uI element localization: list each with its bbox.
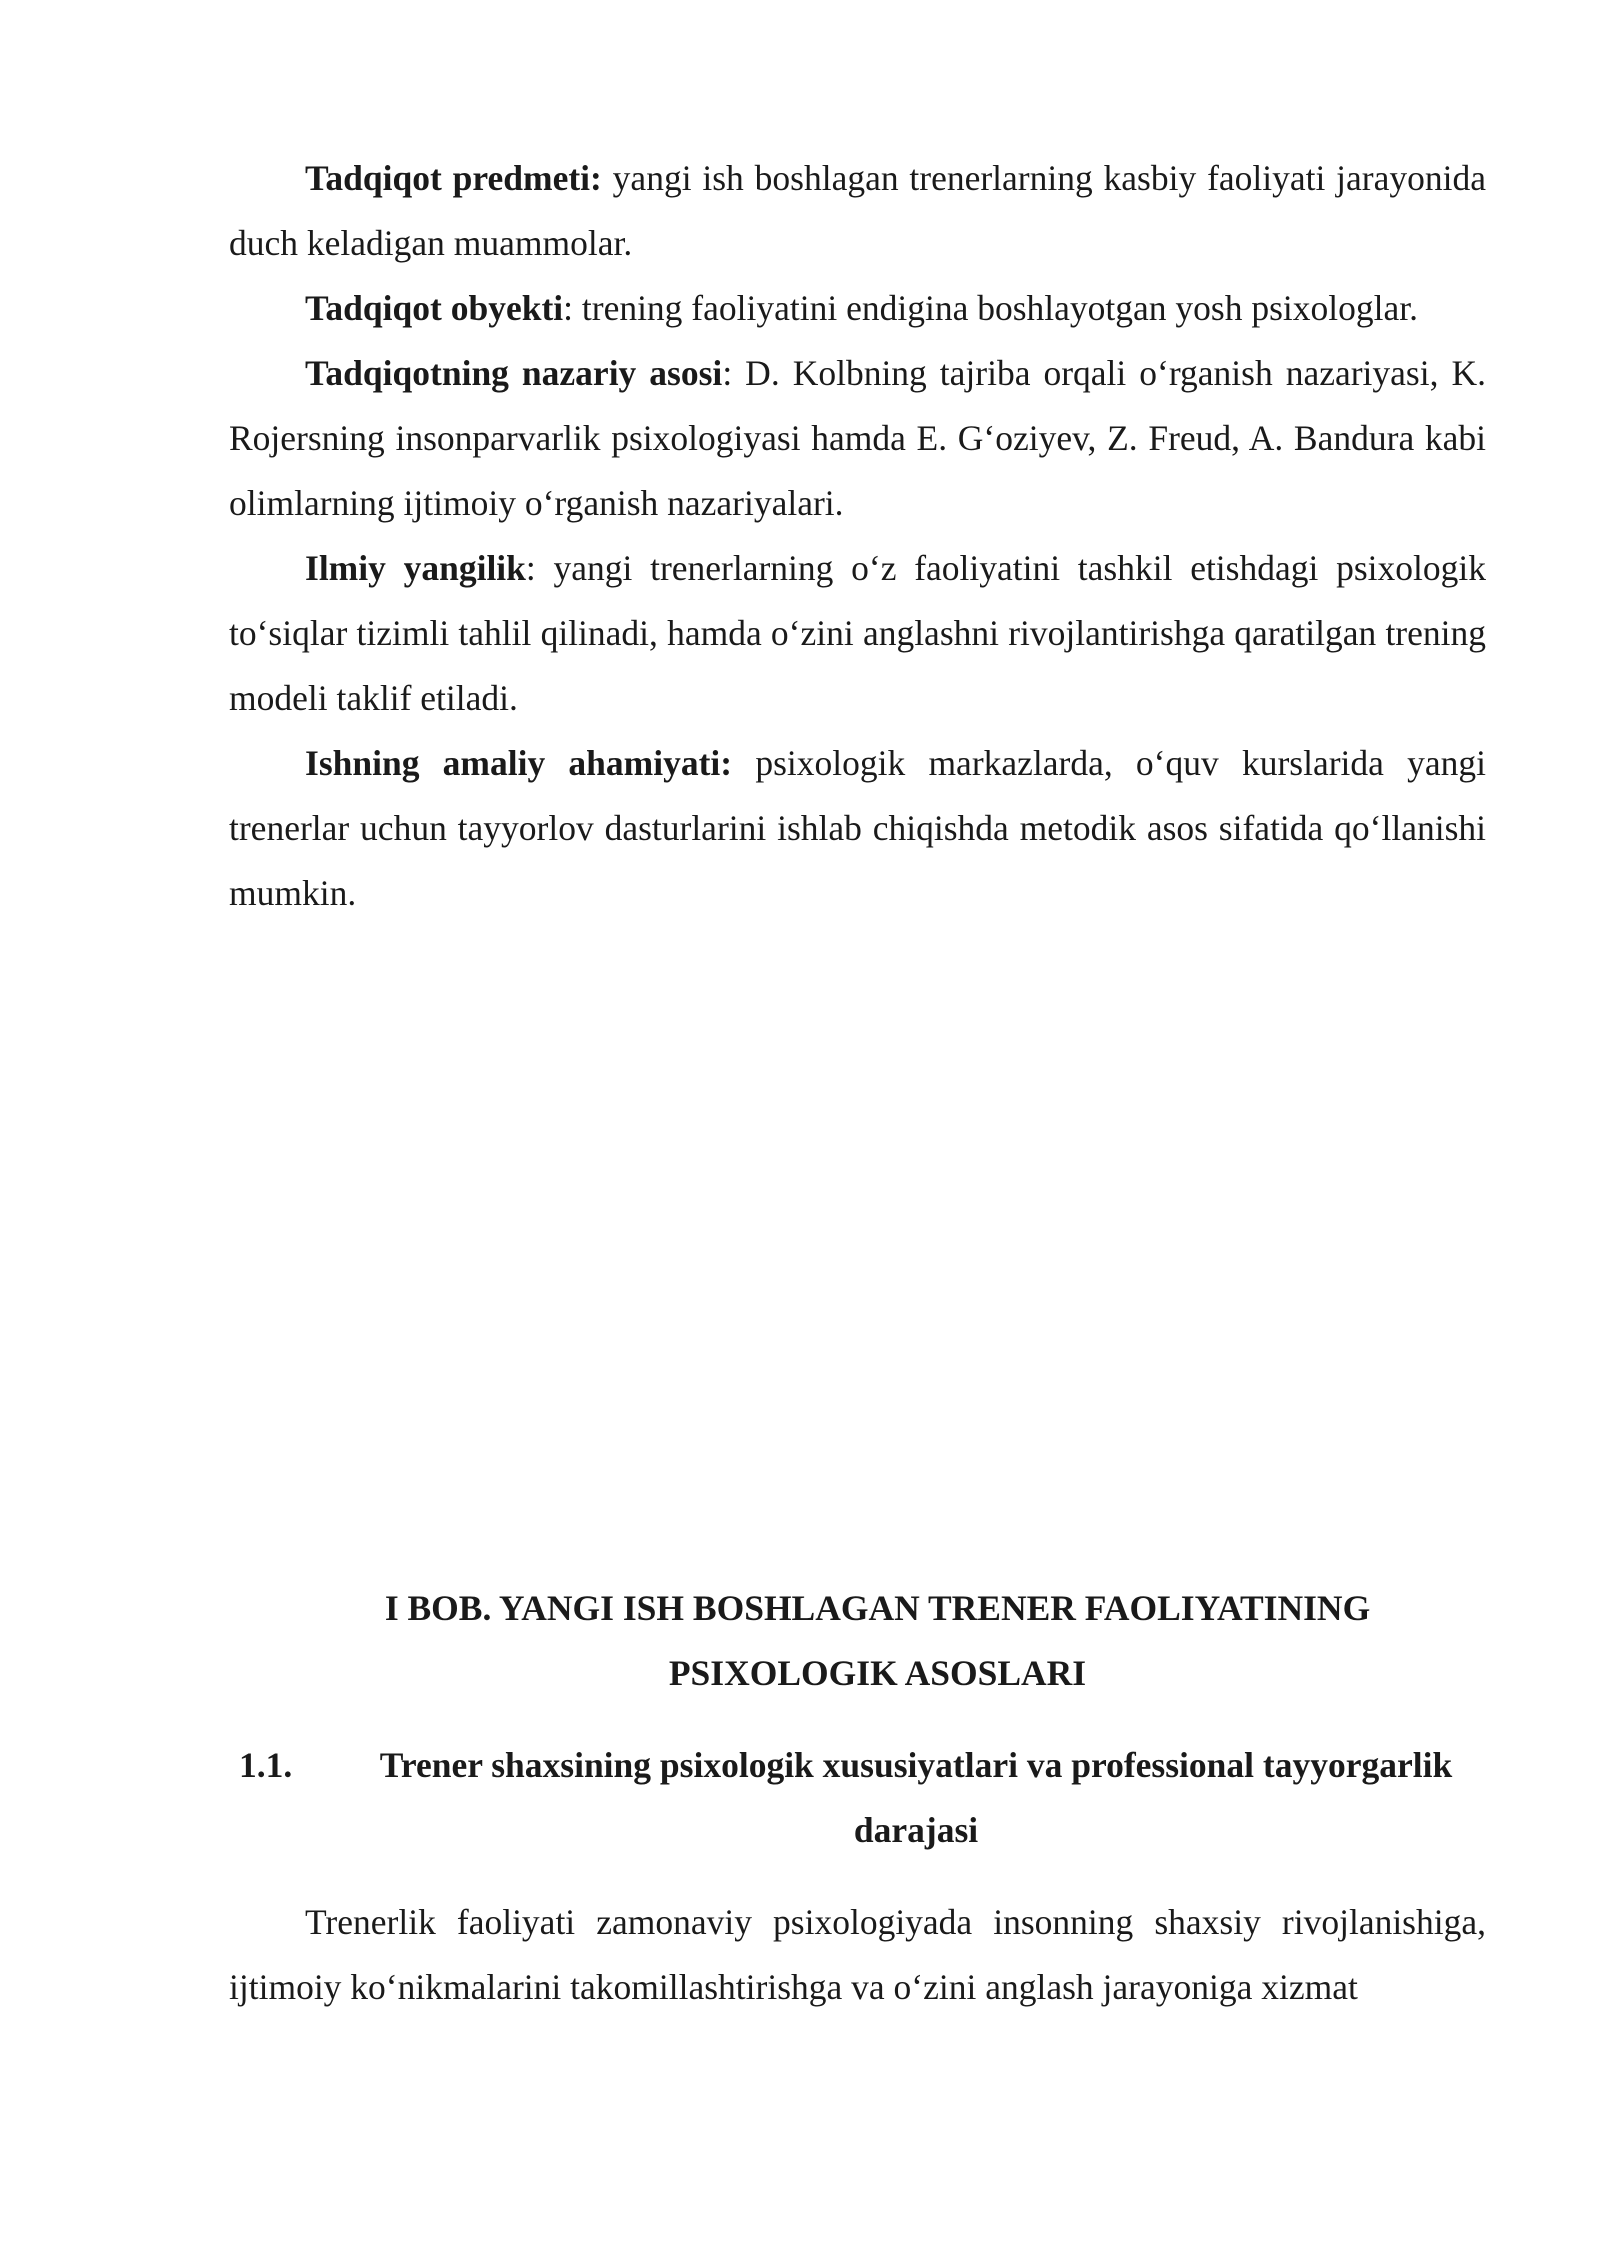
paragraph-label: Tadqiqotning nazariy asosi: [305, 353, 723, 393]
paragraph-theoretical-basis: [229, 341, 1486, 536]
paragraph-research-subject: [229, 146, 1486, 276]
paragraph-text: : yangi trenerlarning o‘z faoliyatini tashkil etishdagi psixologik to‘siqlar tizimli tahlil qilinadi, hamda o‘zini anglashni rivojlantirishga qaratilgan trening modeli taklif etiladi.: [229, 548, 1486, 718]
section-number: 1.1.: [239, 1745, 293, 1785]
body-paragraph: Trenerlik faoliyati zamonaviy psixologiyada insonning shaxsiy rivojlanishiga, ijtimoiy ko‘nikmalarini takomillashtirishga va o‘zini anglash jarayoniga xizmat: [229, 1902, 1486, 2007]
chapter-title: [229, 1576, 1486, 1706]
paragraph-text: yangi ish boshlagan trenerlarning kasbiy faoliyati jarayonida duch keladigan muammolar.: [229, 158, 1486, 263]
paragraph-text: : D. Kolbning tajriba orqali o‘rganish nazariyasi, K. Rojersning insonparvarlik psixologiyasi hamda E. G‘oziyev, Z. Freud, A. Bandura kabi olimlarning ijtimoiy o‘rganish nazariyalari.: [229, 353, 1486, 523]
paragraph-research-object: [229, 276, 1486, 341]
document-page: [229, 146, 1486, 2020]
page-blank-space: [229, 926, 1486, 1576]
paragraph-label: Tadqiqot obyekti: [305, 288, 564, 328]
section-title: Trener shaxsining psixologik xususiyatlari va professional tayyorgarlik darajasi: [379, 1745, 1453, 1850]
paragraph-label: Tadqiqot predmeti:: [305, 158, 602, 198]
chapter-title-line-1: I BOB. YANGI ISH BOSHLAGAN TRENER FAOLIYATINING: [384, 1588, 1371, 1628]
paragraph-scientific-novelty: [229, 536, 1486, 731]
paragraph-label: Ilmiy yangilik: [305, 548, 526, 588]
paragraph-text: psixologik markazlarda, o‘quv kurslarida yangi trenerlar uchun tayyorlov dasturlarini ishlab chiqishda metodik asos sifatida qo‘llanishi mumkin.: [229, 743, 1486, 913]
chapter-title-line-2: PSIXOLOGIK ASOSLARI: [668, 1653, 1087, 1693]
paragraph-label: Ishning amaliy ahamiyati:: [305, 743, 733, 783]
paragraph-text: : trening faoliyatini endigina boshlayotgan yosh psixologlar.: [563, 288, 1418, 328]
paragraph-practical-significance: [229, 731, 1486, 926]
section-heading: [229, 1733, 1486, 1863]
